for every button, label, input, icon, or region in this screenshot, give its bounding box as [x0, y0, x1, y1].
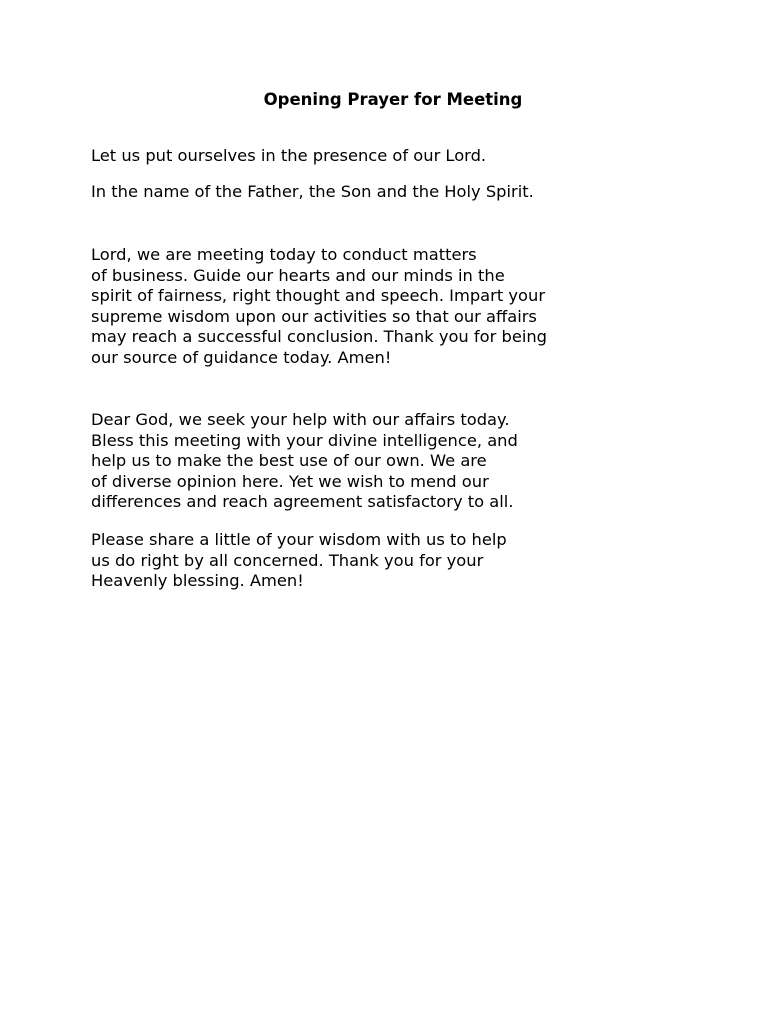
- text-line: Bless this meeting with your divine intelligence, and: [91, 430, 518, 450]
- paragraph-closing: [91, 530, 507, 592]
- text-line: us do right by all concerned. Thank you for your: [91, 550, 484, 570]
- text-line: In the name of the Father, the Son and the Holy Spirit.: [91, 182, 534, 201]
- text-line: Please share a little of your wisdom with us to help: [91, 530, 507, 549]
- text-line: Lord, we are meeting today to conduct matters: [91, 245, 477, 264]
- text-line: may reach a successful conclusion. Thank you for being: [91, 327, 548, 347]
- text-line: our source of guidance today. Amen!: [91, 347, 392, 367]
- text-line: Let us put ourselves in the presence of our Lord.: [91, 146, 487, 165]
- text-line: differences and reach agreement satisfactory to all.: [91, 492, 514, 512]
- text-line: of diverse opinion here. Yet we wish to mend our: [91, 471, 489, 491]
- text-line: Heavenly blessing. Amen!: [91, 571, 304, 591]
- paragraph-business-prayer: [91, 245, 547, 369]
- paragraph-presence: [91, 146, 486, 167]
- paragraph-dear-god: [91, 410, 518, 513]
- text-line: spirit of fairness, right thought and speech. Impart your: [91, 286, 546, 306]
- paragraph-sign-of-cross: [91, 182, 534, 203]
- text-line: Dear God, we seek your help with our affairs today.: [91, 410, 510, 429]
- text-line: supreme wisdom upon our activities so that our affairs: [91, 306, 537, 326]
- page-title-text: Opening Prayer for Meeting: [263, 90, 523, 109]
- text-line: help us to make the best use of our own. We are: [91, 451, 487, 471]
- page-title: [0, 90, 768, 110]
- text-line: of business. Guide our hearts and our minds in the: [91, 265, 505, 285]
